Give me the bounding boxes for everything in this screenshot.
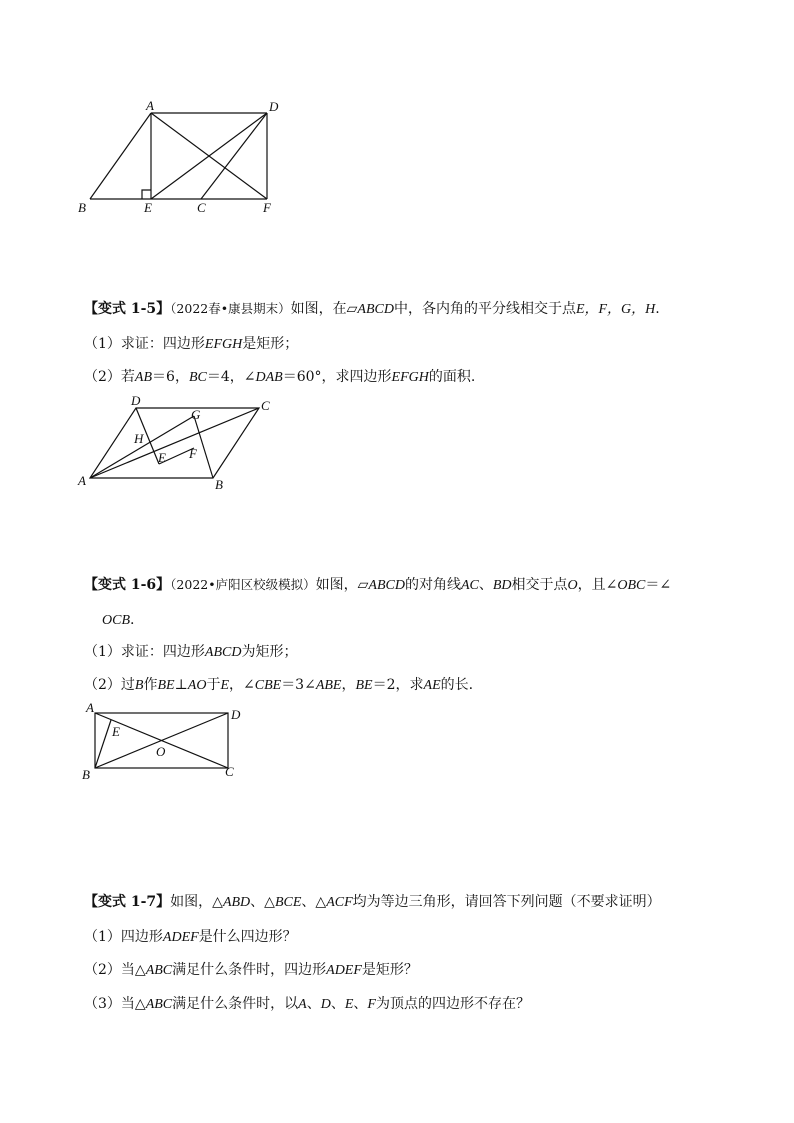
var-bd: BD — [492, 578, 512, 593]
problem-1-7-question-2 — [84, 961, 418, 980]
var-obc: OBC — [617, 578, 646, 593]
var-a: A — [298, 997, 307, 1012]
var-abcd: ABCD — [357, 302, 394, 317]
figure-2-svg — [74, 394, 294, 494]
label-C: C — [261, 398, 270, 413]
var-f: F — [367, 997, 376, 1012]
var-ae: AE — [423, 678, 441, 693]
var-efgh: EFGH — [204, 337, 243, 352]
var-ocb: OCB — [102, 613, 130, 628]
separator: 、 — [478, 577, 493, 593]
stem-text: 如图，在 — [290, 301, 347, 317]
label-E: E — [144, 200, 152, 215]
perp-symbol: ⊥ — [174, 677, 188, 693]
var-points: E，F，G，H — [575, 302, 656, 317]
problem-1-7-question-3 — [84, 995, 530, 1014]
var-ao: AO — [187, 678, 207, 693]
label-A: A — [86, 700, 94, 715]
parallelogram-symbol: ▱ — [346, 301, 358, 317]
var-abcd: ABCD — [204, 645, 242, 660]
label-C: C — [225, 764, 234, 779]
stem-text: 中，各内角的平分线相交于点 — [393, 301, 576, 317]
figure-2-parallelogram-efgh — [74, 394, 294, 494]
var-d: D — [320, 997, 331, 1012]
stem-text: 如图， — [315, 577, 358, 593]
label-E: E — [112, 724, 120, 739]
bisector-AG — [90, 416, 194, 478]
var-abcd: ABCD — [368, 578, 405, 593]
q-text: 满足什么条件时，以 — [172, 996, 299, 1012]
var-ac: AC — [460, 578, 479, 593]
stem-period: . — [130, 612, 135, 628]
label-D: D — [131, 394, 141, 408]
figure-1-svg — [74, 96, 294, 221]
problem-1-6-source: （2022•庐阳区校级模拟） — [170, 577, 316, 592]
stem-text: 相交于点 — [511, 577, 568, 593]
var-abe: ABE — [315, 678, 342, 693]
q-text: 是什么四边形？ — [198, 929, 297, 945]
var-abc: ABC — [145, 997, 173, 1012]
label-F: F — [189, 446, 197, 461]
label-O: O — [156, 744, 166, 759]
var-e: E — [220, 678, 229, 693]
q-text: （1）四边形 — [84, 929, 163, 945]
figure-3-svg — [74, 698, 264, 788]
label-A: A — [146, 98, 154, 113]
label-E: E — [158, 450, 166, 465]
separator: 、△ — [250, 894, 275, 910]
label-B: B — [78, 200, 86, 215]
q-text: 的面积. — [428, 369, 476, 385]
label-D: D — [231, 707, 241, 722]
q-text: （1）求证：四边形 — [84, 336, 205, 352]
problem-1-6-question-2 — [84, 676, 473, 695]
q-text: ＝2，求 — [372, 677, 424, 693]
separator: 、△ — [301, 894, 327, 910]
label-H: H — [134, 431, 144, 446]
q-text: 于 — [206, 677, 221, 693]
q-text: ＝3∠ — [281, 677, 316, 693]
q-text: 是矩形？ — [361, 962, 418, 978]
stem-text: 如图，△ — [170, 894, 223, 910]
problem-1-5-stem — [84, 300, 660, 319]
q-text: （3）当△ — [84, 996, 146, 1012]
var-efgh: EFGH — [391, 370, 429, 385]
q-text: 为矩形； — [241, 644, 298, 660]
q-text: 是矩形； — [242, 336, 299, 352]
label-C: C — [197, 200, 206, 215]
q-text: （2）若 — [84, 369, 135, 385]
stem-text: ，且∠ — [577, 577, 618, 593]
diagonal-AC — [90, 408, 259, 478]
problem-1-7-stem — [84, 893, 661, 912]
q-text: 的长. — [440, 677, 474, 693]
var-dab: DAB — [255, 370, 283, 385]
var-adef: ADEF — [326, 963, 362, 978]
segment-BE — [95, 720, 111, 768]
var-b: B — [134, 678, 144, 693]
var-bc: BC — [188, 370, 207, 385]
var-abd: ABD — [222, 895, 251, 910]
q-text: 为顶点的四边形不存在？ — [375, 996, 530, 1012]
problem-1-5-question-1 — [84, 335, 298, 354]
problem-1-6-question-1 — [84, 643, 297, 662]
var-e: E — [344, 997, 354, 1012]
var-be: BE — [355, 678, 373, 693]
edge-CD — [201, 113, 267, 199]
var-abc: ABC — [145, 963, 173, 978]
label-B: B — [82, 767, 90, 782]
label-G: G — [191, 407, 201, 422]
figure-3-rectangle-abcd — [74, 698, 264, 788]
figure-1-parallelogram-abcd — [74, 96, 294, 221]
edge-AB — [90, 113, 151, 199]
problem-1-6-tag: 【变式 1-6】 — [84, 577, 171, 593]
separator: 、 — [330, 996, 345, 1012]
label-A: A — [78, 473, 86, 488]
problem-1-6-stem — [84, 576, 671, 595]
q-text: （1）求证：四边形 — [84, 644, 205, 660]
problem-1-7-tag: 【变式 1-7】 — [84, 894, 171, 910]
var-o: O — [567, 578, 578, 593]
q-text: 作 — [143, 677, 158, 693]
separator: 、 — [306, 996, 321, 1012]
problem-1-7-question-1 — [84, 928, 297, 947]
stem-period: . — [655, 301, 660, 317]
label-F: F — [263, 200, 271, 215]
var-acf: ACF — [326, 895, 353, 910]
var-cbe: CBE — [254, 678, 282, 693]
q-text: （2）当△ — [84, 962, 146, 978]
q-text: ， — [341, 677, 356, 693]
problem-1-5-source: （2022春•康县期末） — [170, 301, 291, 316]
q-text: ＝4，∠ — [206, 369, 256, 385]
stem-text: 均为等边三角形，请回答下列问题（不要求证明） — [352, 894, 661, 910]
label-B: B — [215, 477, 223, 492]
var-ab: AB — [134, 370, 153, 385]
q-text: ，∠ — [229, 677, 255, 693]
q-text: ＝60°，求四边形 — [282, 369, 392, 385]
parallelogram-symbol: ▱ — [357, 577, 369, 593]
q-text: 满足什么条件时，四边形 — [172, 962, 327, 978]
problem-1-5-question-2 — [84, 368, 475, 387]
stem-text: 的对角线 — [404, 577, 461, 593]
stem-text: ＝∠ — [645, 577, 672, 593]
var-be: BE — [157, 678, 175, 693]
q-text: （2）过 — [84, 677, 135, 693]
problem-1-6-stem-cont — [102, 611, 134, 630]
label-D: D — [269, 99, 279, 114]
right-angle-mark — [142, 190, 151, 199]
var-bce: BCE — [274, 895, 302, 910]
problem-1-5-tag: 【变式 1-5】 — [84, 301, 171, 317]
separator: 、 — [353, 996, 368, 1012]
q-text: ＝6， — [152, 369, 189, 385]
var-adef: ADEF — [162, 930, 199, 945]
